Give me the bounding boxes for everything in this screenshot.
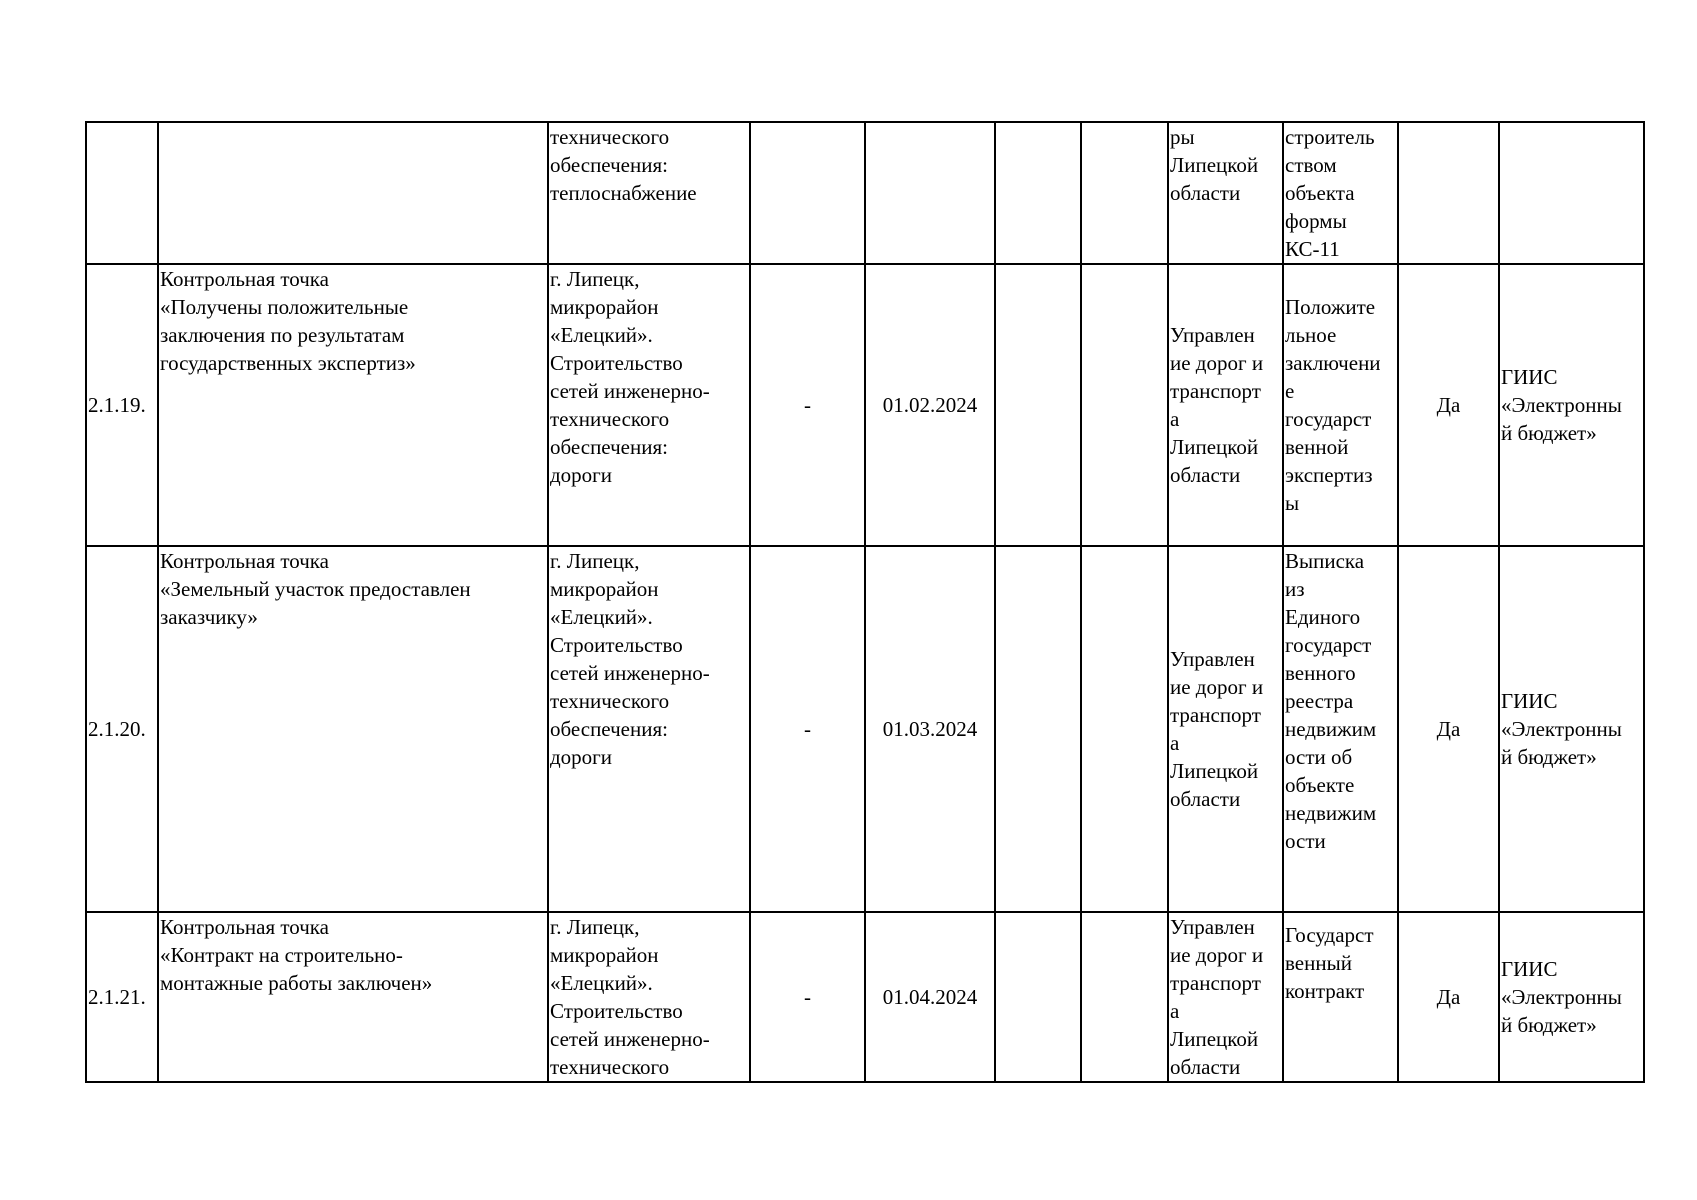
deadline-date: 01.03.2024 — [865, 546, 995, 912]
text-line: объекта — [1285, 181, 1355, 205]
text-line: области — [1170, 787, 1241, 811]
confirming-document — [1283, 264, 1398, 546]
object-location — [548, 546, 750, 912]
text-line: технического — [550, 407, 670, 431]
text-line: сетей инженерно- — [550, 379, 710, 403]
text-line: Липецкой — [1170, 435, 1259, 459]
text-line: венный — [1285, 951, 1352, 975]
text-line: венного — [1285, 661, 1356, 685]
table-row — [86, 122, 1644, 264]
flag-value: Да — [1398, 546, 1499, 912]
text-line: й бюджет» — [1501, 1013, 1597, 1037]
text-line: обеспечения: — [550, 435, 668, 459]
text-line: Управлен — [1170, 915, 1255, 939]
text-line: Положите — [1285, 295, 1376, 319]
text-line: формы — [1285, 209, 1347, 233]
text-line: Контрольная точка — [160, 915, 330, 939]
text-line: из — [1285, 577, 1305, 601]
text-line: Строительство — [550, 351, 683, 375]
row-number — [86, 122, 158, 264]
control-point-title — [158, 264, 548, 546]
text-line: дороги — [550, 745, 613, 769]
control-point-title — [158, 546, 548, 912]
table-row — [86, 912, 1644, 1082]
text-line: венной — [1285, 435, 1349, 459]
text-line: обеспечения: — [550, 153, 668, 177]
text-line: реестра — [1285, 689, 1354, 713]
text-line: ы — [1285, 491, 1300, 515]
text-line: монтажные работы заключен» — [160, 971, 433, 995]
empty-cell — [1081, 122, 1168, 264]
row-number: 2.1.21. — [86, 912, 158, 1082]
text-line: ие дорог и — [1170, 943, 1264, 967]
empty-value-cell — [750, 122, 865, 264]
text-line: льное — [1285, 323, 1337, 347]
text-line: государст — [1285, 407, 1372, 431]
confirming-document — [1283, 912, 1398, 1082]
text-line: Единого — [1285, 605, 1361, 629]
text-line: Контрольная точка — [160, 549, 330, 573]
text-line: Выписка — [1285, 549, 1365, 573]
text-line: области — [1170, 1055, 1241, 1079]
flag-value — [1398, 122, 1499, 264]
text-line: й бюджет» — [1501, 745, 1597, 769]
text-line: а — [1170, 731, 1180, 755]
table-row — [86, 264, 1644, 546]
confirming-document — [1283, 546, 1398, 912]
deadline-date: 01.02.2024 — [865, 264, 995, 546]
text-line: Строительство — [550, 633, 683, 657]
object-location — [548, 122, 750, 264]
text-line: заключени — [1285, 351, 1381, 375]
text-line: ГИИС — [1501, 365, 1558, 389]
responsible-organization — [1168, 546, 1283, 912]
text-line: Липецкой — [1170, 759, 1259, 783]
text-line: транспорт — [1170, 971, 1261, 995]
deadline-date: 01.04.2024 — [865, 912, 995, 1082]
text-line: ГИИС — [1501, 689, 1558, 713]
deadline-date — [865, 122, 995, 264]
row-number: 2.1.20. — [86, 546, 158, 912]
text-line: теплоснабжение — [550, 181, 697, 205]
text-line: государст — [1285, 633, 1372, 657]
flag-value: Да — [1398, 264, 1499, 546]
text-line: «Елецкий». — [550, 971, 653, 995]
text-line: Липецкой — [1170, 153, 1259, 177]
text-line: «Елецкий». — [550, 323, 653, 347]
empty-cell — [1081, 546, 1168, 912]
text-line: строитель — [1285, 125, 1375, 149]
flag-value: Да — [1398, 912, 1499, 1082]
text-line: технического — [550, 689, 670, 713]
text-line: сетей инженерно- — [550, 661, 710, 685]
text-line: области — [1170, 181, 1241, 205]
control-point-title — [158, 912, 548, 1082]
text-line: е — [1285, 379, 1295, 403]
text-line: а — [1170, 999, 1180, 1023]
empty-value-cell: - — [750, 546, 865, 912]
text-line: обеспечения: — [550, 717, 668, 741]
text-line: транспорт — [1170, 379, 1261, 403]
object-location — [548, 912, 750, 1082]
text-line: КС-11 — [1285, 237, 1340, 261]
row-number: 2.1.19. — [86, 264, 158, 546]
text-line: Управлен — [1170, 647, 1255, 671]
text-line: микрорайон — [550, 943, 659, 967]
text-line: области — [1170, 463, 1241, 487]
table-row — [86, 546, 1644, 912]
empty-cell — [1081, 912, 1168, 1082]
text-line: «Электронны — [1501, 985, 1622, 1009]
text-line: государственных экспертиз» — [160, 351, 416, 375]
text-line: микрорайон — [550, 295, 659, 319]
object-location — [548, 264, 750, 546]
text-line: г. Липецк, — [550, 267, 640, 291]
text-line: г. Липецк, — [550, 915, 640, 939]
information-system — [1499, 912, 1644, 1082]
text-line: ие дорог и — [1170, 675, 1264, 699]
text-line: транспорт — [1170, 703, 1261, 727]
empty-value-cell: - — [750, 264, 865, 546]
text-line: Государст — [1285, 923, 1374, 947]
text-line: объекте — [1285, 773, 1355, 797]
text-line: ости об — [1285, 745, 1353, 769]
text-line: г. Липецк, — [550, 549, 640, 573]
empty-cell — [995, 546, 1081, 912]
text-line: экспертиз — [1285, 463, 1373, 487]
confirming-document — [1283, 122, 1398, 264]
information-system — [1499, 546, 1644, 912]
text-line: недвижим — [1285, 717, 1377, 741]
empty-cell — [1081, 264, 1168, 546]
control-points-table — [85, 121, 1645, 1083]
text-line: дороги — [550, 463, 613, 487]
text-line: Липецкой — [1170, 1027, 1259, 1051]
text-line: заказчику» — [160, 605, 258, 629]
text-line: Контрольная точка — [160, 267, 330, 291]
information-system — [1499, 264, 1644, 546]
responsible-organization — [1168, 264, 1283, 546]
text-line: «Земельный участок предоставлен — [160, 577, 471, 601]
text-line: «Контракт на строительно- — [160, 943, 403, 967]
text-line: й бюджет» — [1501, 421, 1597, 445]
information-system — [1499, 122, 1644, 264]
text-line: «Получены положительные — [160, 295, 409, 319]
text-line: заключения по результатам — [160, 323, 405, 347]
responsible-organization — [1168, 122, 1283, 264]
control-point-title — [158, 122, 548, 264]
text-line: «Елецкий». — [550, 605, 653, 629]
empty-cell — [995, 912, 1081, 1082]
text-line: «Электронны — [1501, 717, 1622, 741]
text-line: недвижим — [1285, 801, 1377, 825]
text-line: ством — [1285, 153, 1337, 177]
text-line: технического — [550, 125, 670, 149]
empty-cell — [995, 122, 1081, 264]
empty-value-cell: - — [750, 912, 865, 1082]
text-line: микрорайон — [550, 577, 659, 601]
text-line: ости — [1285, 829, 1326, 853]
empty-cell — [995, 264, 1081, 546]
text-line: сетей инженерно- — [550, 1027, 710, 1051]
text-line: Управлен — [1170, 323, 1255, 347]
text-line: «Электронны — [1501, 393, 1622, 417]
responsible-organization — [1168, 912, 1283, 1082]
text-line: ГИИС — [1501, 957, 1558, 981]
text-line: ие дорог и — [1170, 351, 1264, 375]
text-line: контракт — [1285, 979, 1365, 1003]
text-line: а — [1170, 407, 1180, 431]
text-line: технического — [550, 1055, 670, 1079]
text-line: Строительство — [550, 999, 683, 1023]
text-line: ры — [1170, 125, 1195, 149]
